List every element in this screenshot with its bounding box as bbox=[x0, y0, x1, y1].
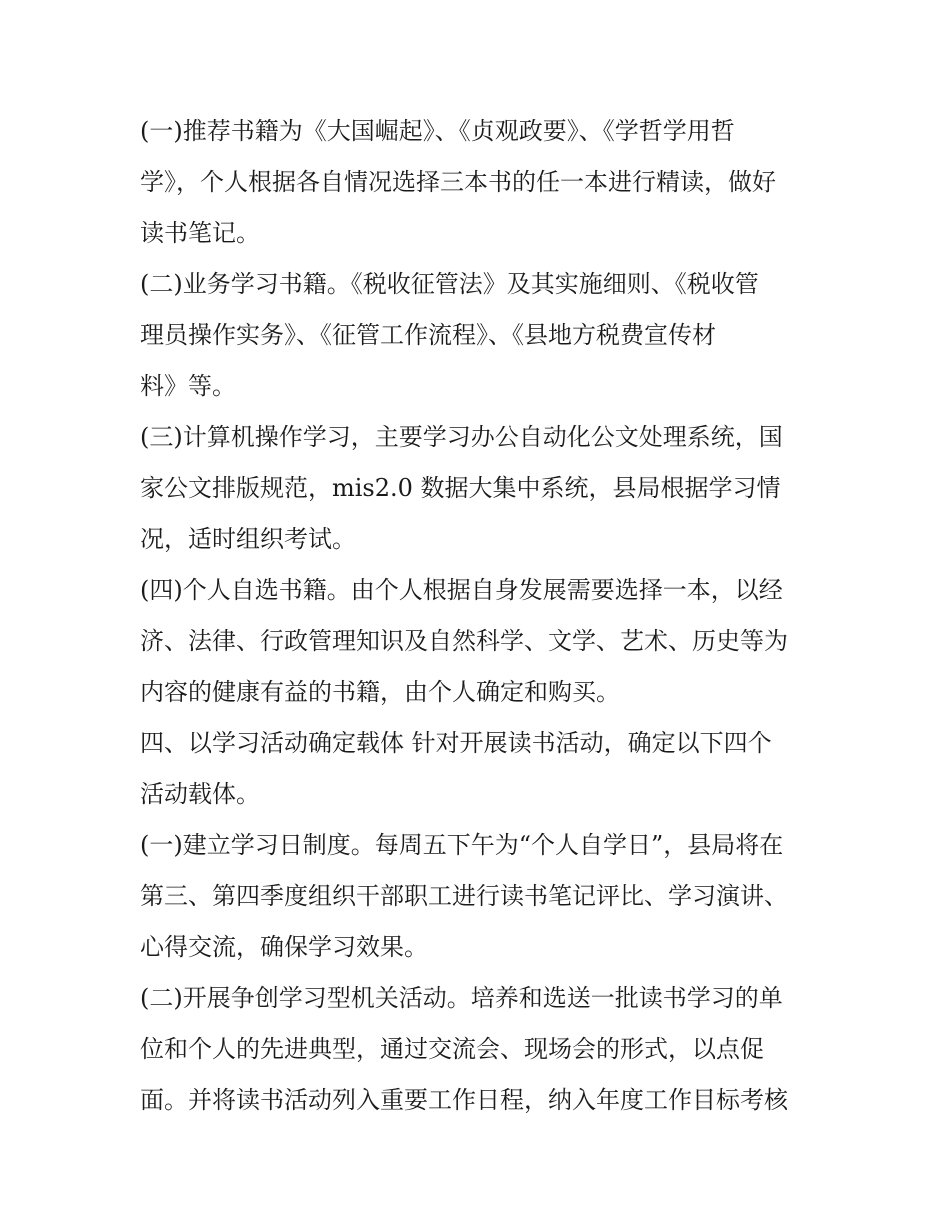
paragraph-learning-organization bbox=[140, 973, 820, 1126]
text-line: 位和个人的先进典型，通过交流会、现场会的形式，以点促 bbox=[140, 1035, 764, 1063]
paragraph-computer-study bbox=[140, 412, 820, 565]
text-line: 四、以学习活动确定载体 针对开展读书活动，确定以下四个 bbox=[140, 729, 772, 757]
paragraph-business-books bbox=[140, 259, 820, 412]
text-line: 活动载体。 bbox=[140, 780, 260, 808]
paragraph-recommended-books bbox=[140, 106, 820, 259]
text-line: (三)计算机操作学习，主要学习办公自动化公文处理系统，国 bbox=[140, 423, 783, 451]
text-line: (四)个人自选书籍。由个人根据自身发展需要选择一本，以经 bbox=[140, 576, 783, 604]
text-line: (一)建立学习日制度。每周五下午为“个人自学日”，县局将在 bbox=[140, 831, 784, 859]
text-line: 家公文排版规范，mis2.0 数据大集中系统，县局根据学习情 bbox=[140, 474, 781, 502]
text-line: 读书笔记。 bbox=[140, 219, 260, 247]
text-line: (一)推荐书籍为《大国崛起》、《贞观政要》、《学哲学用哲 bbox=[140, 117, 735, 145]
text-line: 面。并将读书活动列入重要工作日程，纳入年度工作目标考核 bbox=[140, 1086, 788, 1114]
paragraph-study-day-system bbox=[140, 820, 820, 973]
section-heading-activity-carriers bbox=[140, 718, 820, 820]
text-line: 况，适时组织考试。 bbox=[140, 525, 356, 553]
text-line: 第三、第四季度组织干部职工进行读书笔记评比、学习演讲、 bbox=[140, 882, 788, 910]
document-body bbox=[140, 106, 820, 1126]
text-line: 内容的健康有益的书籍，由个人确定和购买。 bbox=[140, 678, 620, 706]
text-line: 心得交流，确保学习效果。 bbox=[140, 933, 428, 961]
text-line: (二)业务学习书籍。《税收征管法》及其实施细则、《税收管 bbox=[140, 270, 759, 298]
text-line: 学》，个人根据各自情况选择三本书的任一本进行精读，做好 bbox=[140, 168, 776, 196]
paragraph-self-selected-books bbox=[140, 565, 820, 718]
text-line: (二)开展争创学习型机关活动。培养和选送一批读书学习的单 bbox=[140, 984, 783, 1012]
text-line: 理员操作实务》、《征管工作流程》、《县地方税费宣传材 bbox=[140, 321, 716, 349]
text-line: 济、法律、行政管理知识及自然科学、文学、艺术、历史等为 bbox=[140, 627, 788, 655]
text-line: 料》等。 bbox=[140, 372, 236, 400]
